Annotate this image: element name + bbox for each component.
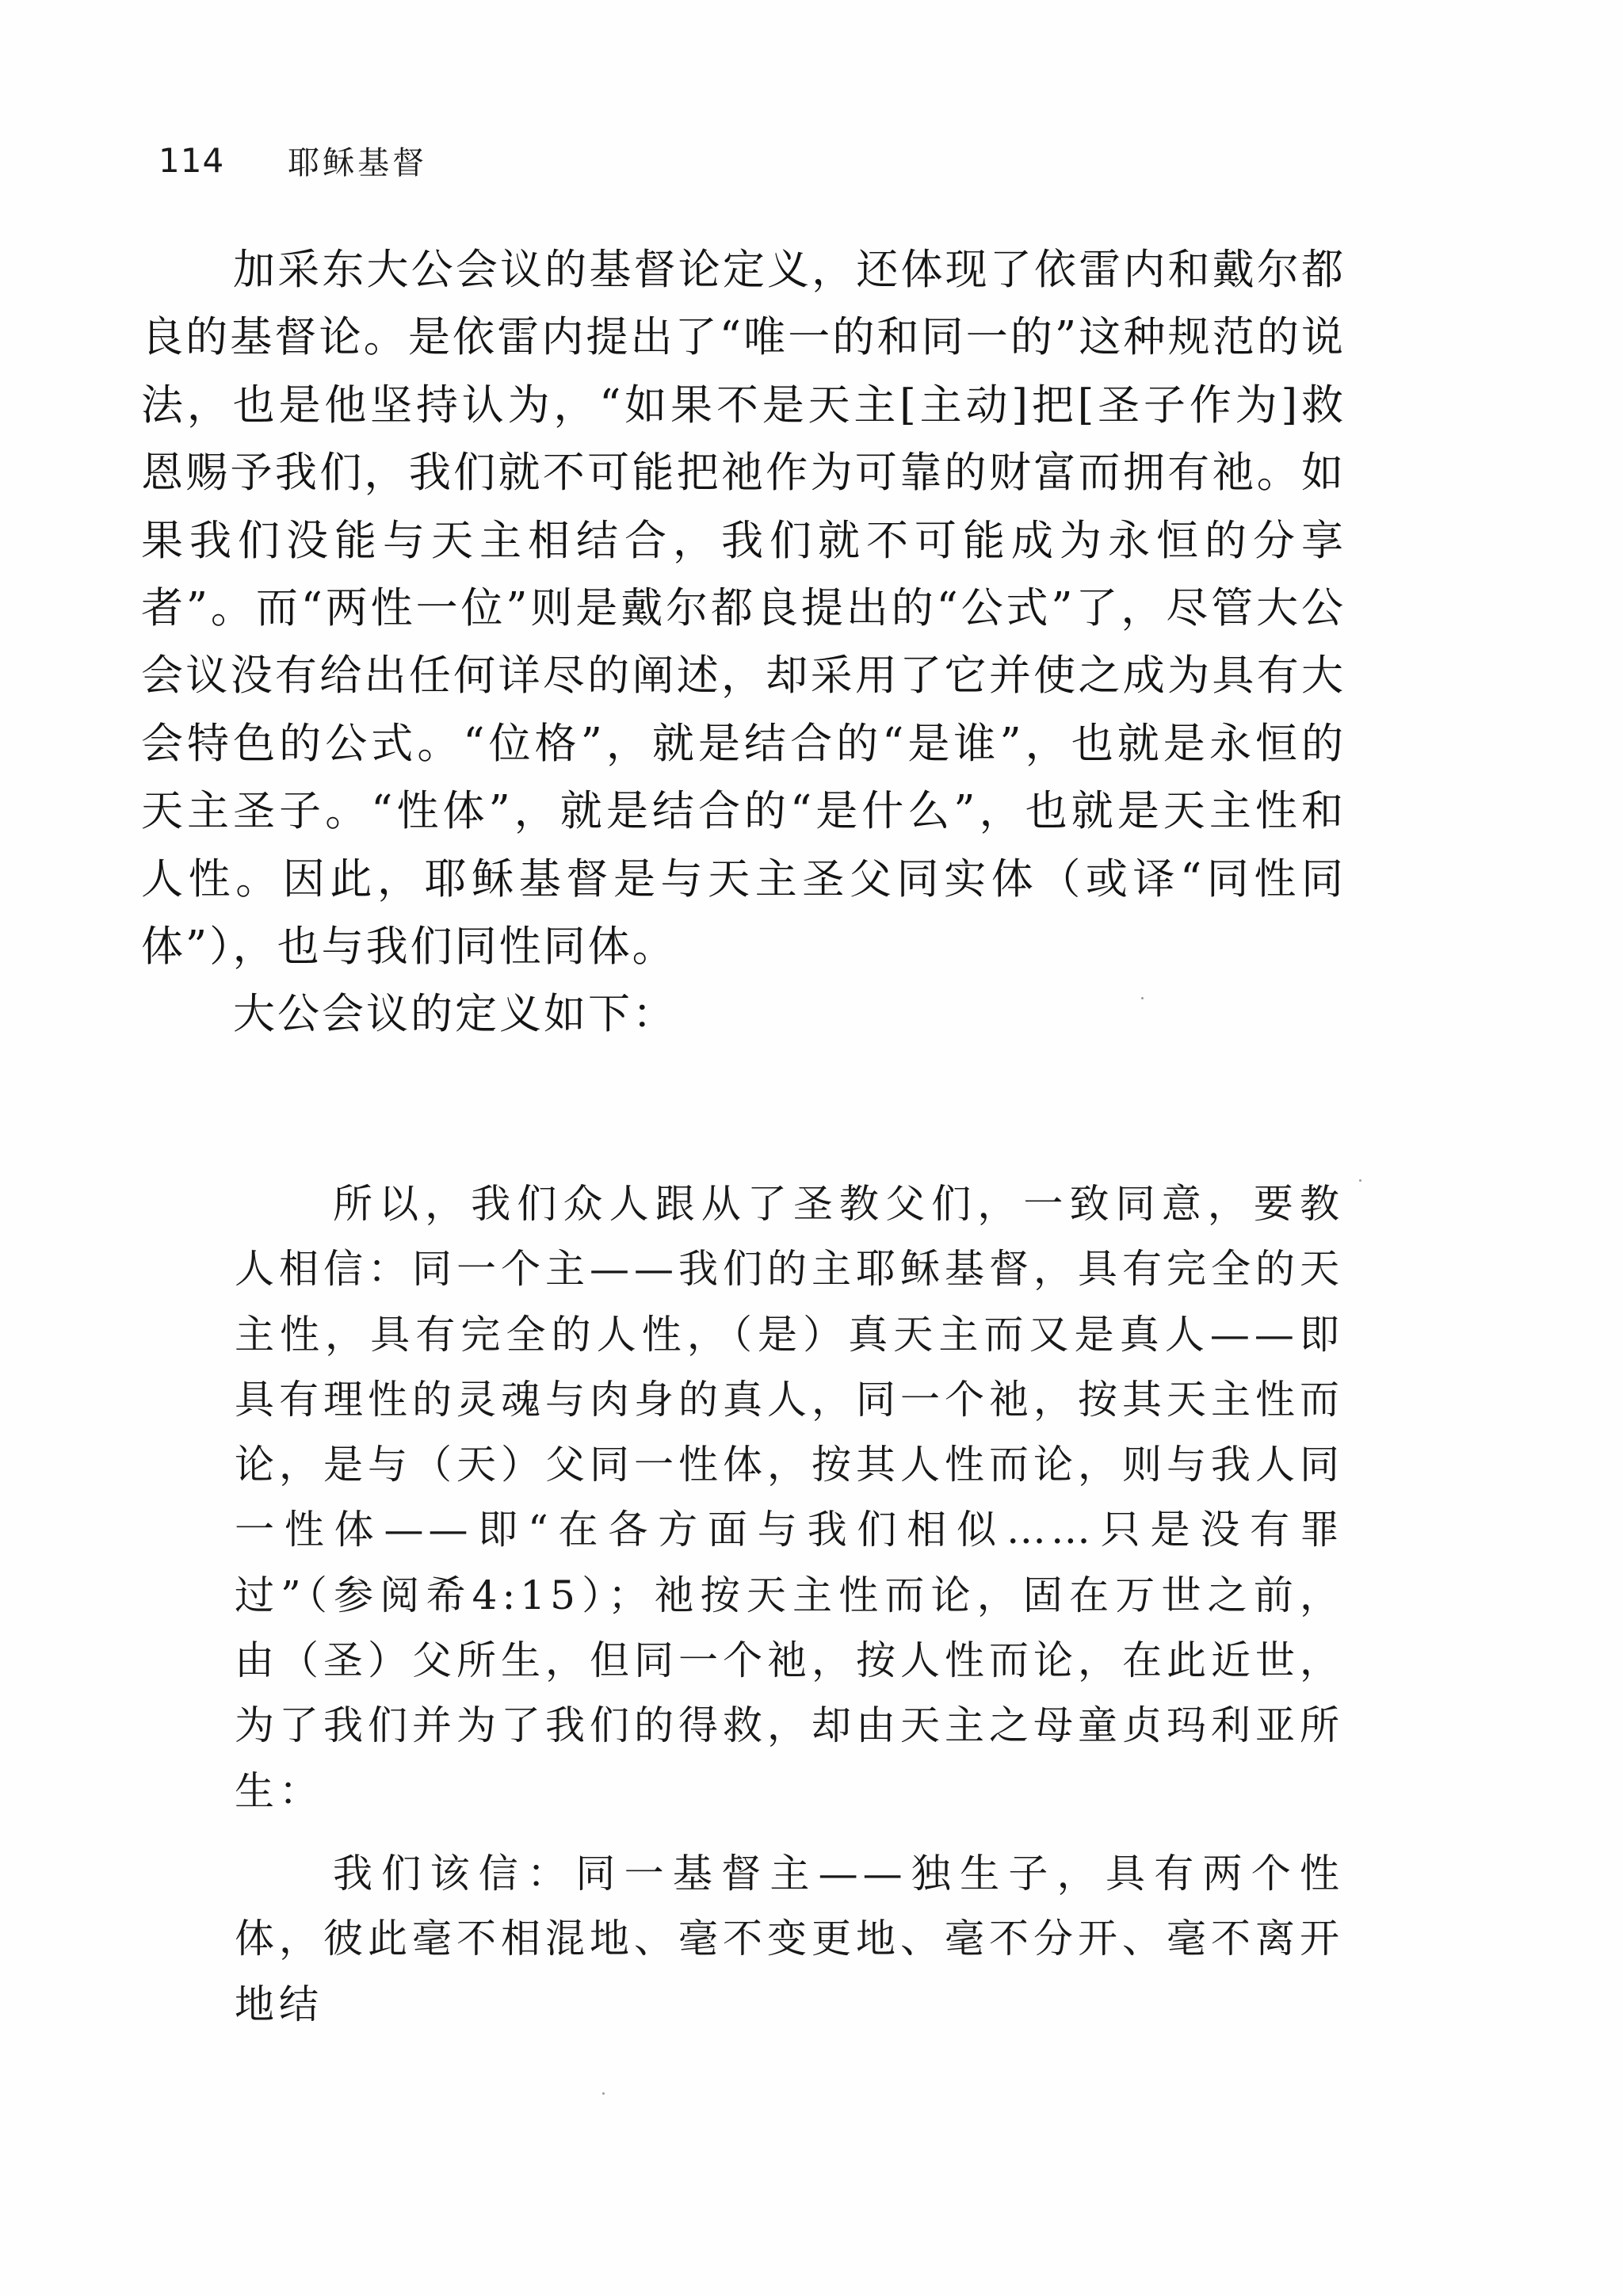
- main-text: [141, 236, 1346, 1049]
- page-header: [158, 136, 427, 184]
- scan-speck: [1141, 997, 1144, 999]
- quotation-paragraph: 我们该信：同一基督主——独生子，具有两个性体，彼此毫不相混地、毫不变更地、毫不分开、毫不离开地结: [235, 1850, 1344, 2027]
- scan-speck: [1359, 1179, 1361, 1182]
- scan-speck: [602, 2092, 605, 2095]
- page-number: 114: [158, 140, 225, 180]
- body-paragraph: 加采东大公会议的基督论定义，还体现了依雷内和戴尔都良的基督论。是依雷内提出了“唯一的和同一的”这种规范的说法，也是他坚持认为，“如果不是天主[主动]把[圣子作为]救恩赐予我们，我们就不可能把祂作为可靠的财富而拥有祂。如果我们没能与天主相结合，我们就不可能成为永恒的分享者”。而“两性一位”则是戴尔都良提出的“公式”了，尽管大公会议没有给出任何详尽的阐述，却采用了它并使之成为具有大会特色的公式。“位格”，就是结合的“是谁”，也就是永恒的天主圣子。“性体”，就是结合的“是什么”，也就是天主性和人性。因此，耶稣基督是与天主圣父同实体（或译“同性同体”），也与我们同性同体。: [141, 246, 1346, 972]
- body-paragraph: 大公会议的定义如下：: [233, 990, 677, 1039]
- block-quotation: [235, 1171, 1344, 2037]
- quotation-paragraph: 所以，我们众人跟从了圣教父们，一致同意，要教人相信：同一个主——我们的主耶稣基督，具有完全的天主性，具有完全的人性，（是）真天主而又是真人——即具有理性的灵魂与肉身的真人，同一个祂，按其天主性而论，是与（天）父同一性体，按其人性而论，则与我人同一性体——即“在各方面与我们相似……只是没有罪过”（参阅希4:15）；祂按天主性而论，固在万世之前，由（圣）父所生，但同一个祂，按人性而论，在此近世，为了我们并为了我们的得救，却由天主之母童贞玛利亚所生：: [235, 1181, 1344, 1814]
- running-title: 耶稣基督: [288, 144, 428, 181]
